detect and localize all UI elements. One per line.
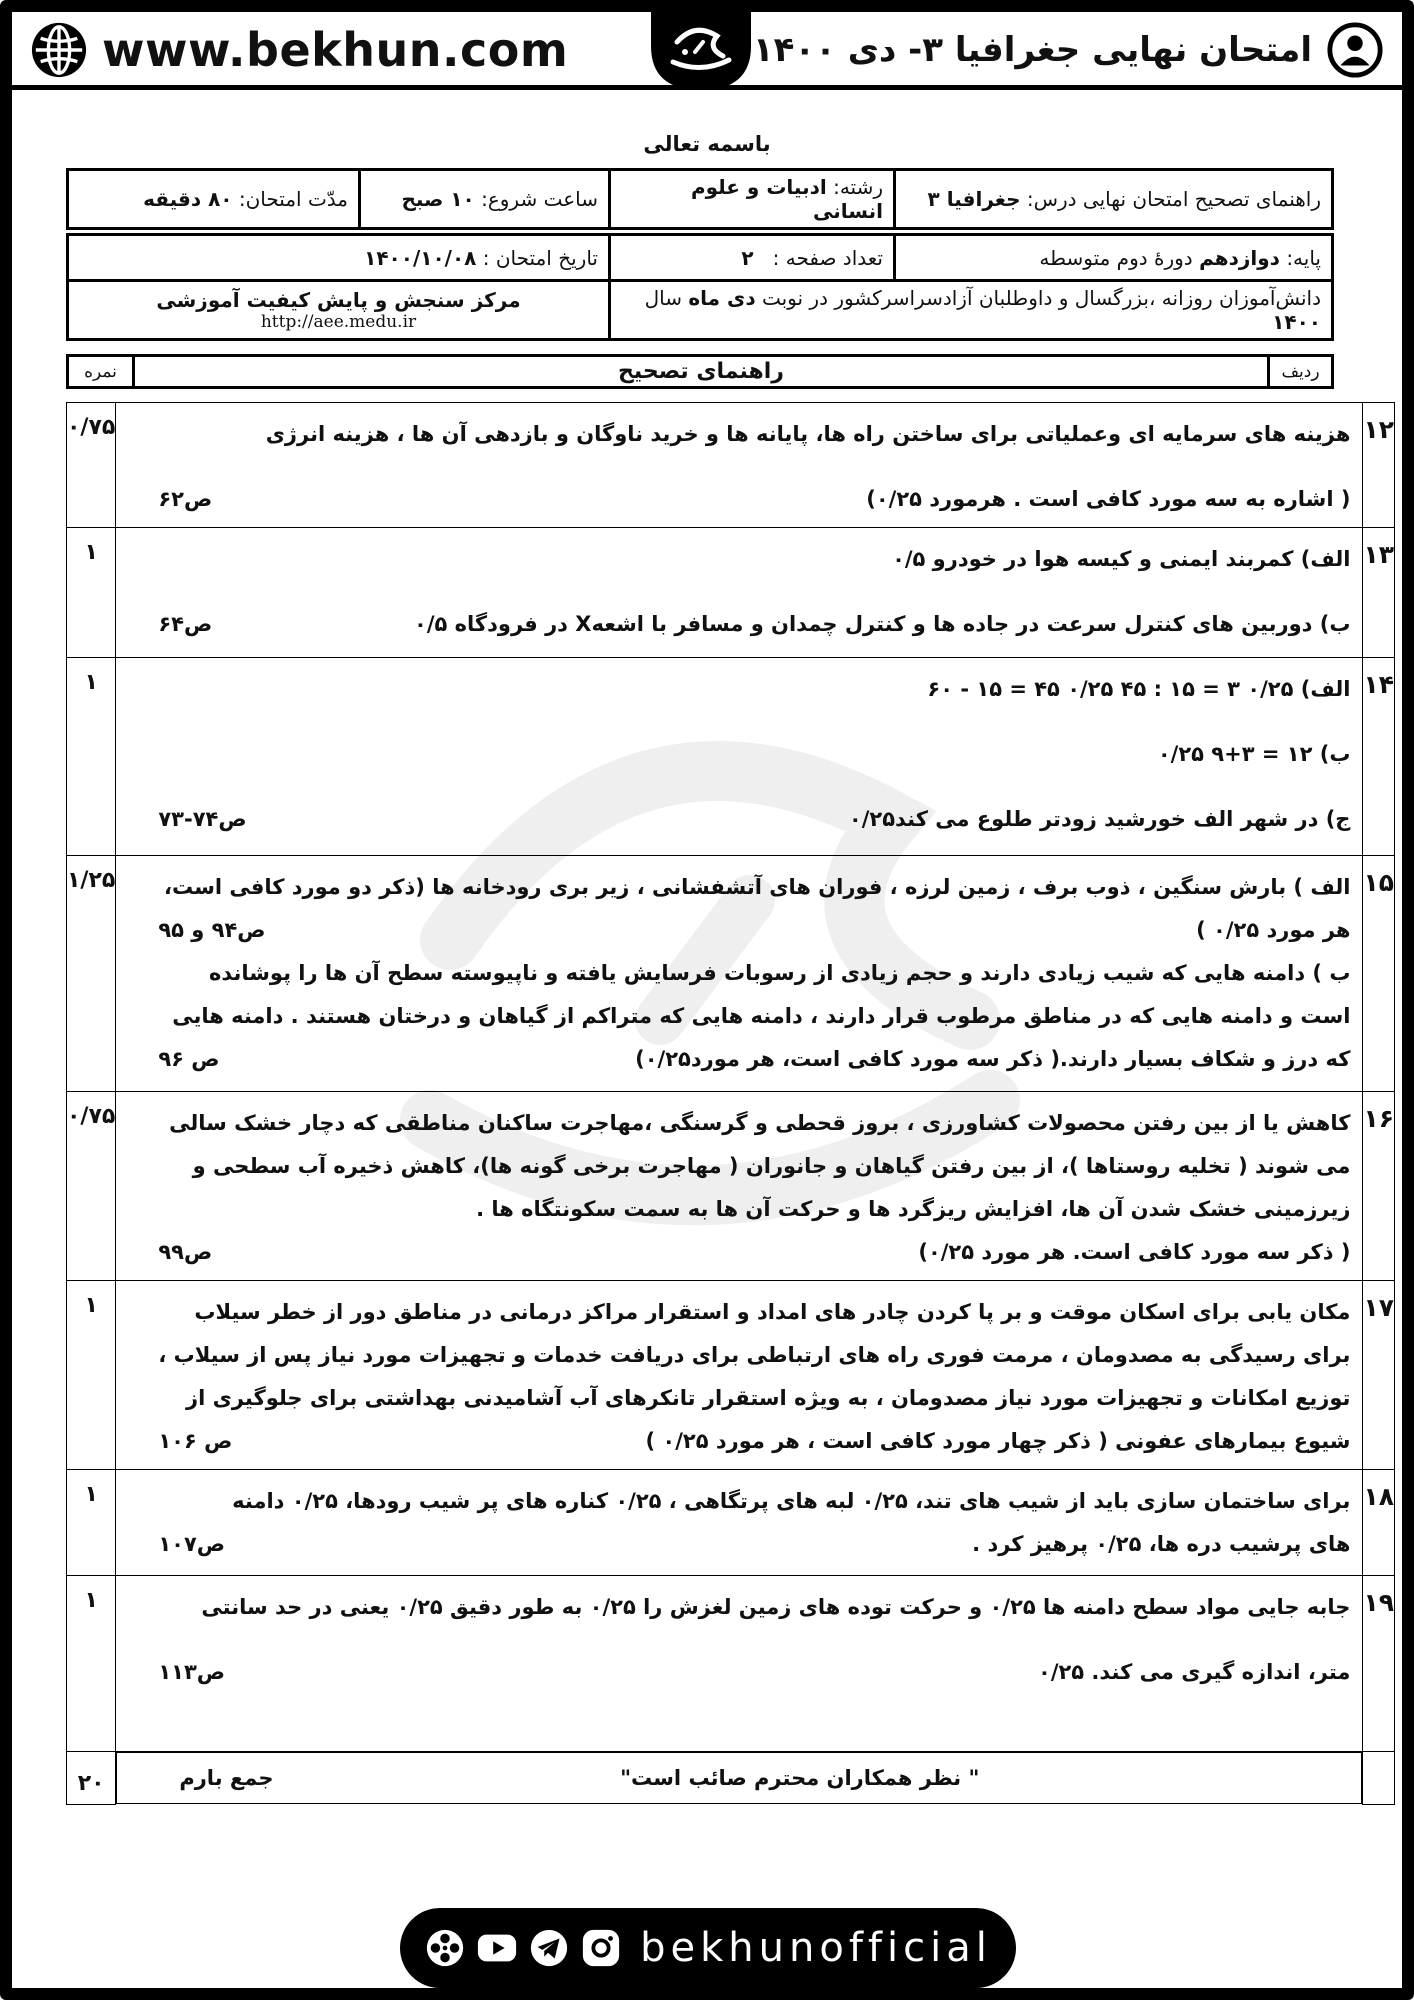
answer-line-text: الف ) بارش سنگین ، ذوب برف ، زمین لرزه ، فوران های آتشفشانی ، زیر بری رودخانه ها (ذکر دو مورد کافی است، (163, 875, 1351, 899)
instagram-icon[interactable] (580, 1927, 622, 1969)
answer-line-text: است و دامنه هایی که در مناطق مرطوب قرار دارند ، دامنه هایی که متراکم از گیاهان و درختان هستند . دامنه هایی (172, 1004, 1351, 1028)
answer-line-text: توزیع امکانات و تجهیزات مورد نیاز مصدومان ، به ویژه استقرار تانکرهای آب آشامیدنی بهداشتی برای جلوگیری از (186, 1386, 1351, 1410)
answer-text (116, 528, 1363, 658)
page-reference: ص۱۱۳ (158, 1660, 226, 1684)
pages-value: ۲ (741, 245, 754, 270)
question-score: ۱ (67, 658, 116, 856)
question-number: ۱۴ (1363, 658, 1395, 856)
answer-line (128, 1038, 1350, 1081)
date-cell (68, 235, 610, 281)
answer-line (128, 603, 1350, 646)
answer-line-text: برای ساختمان سازی باید از شیب های تند، ۰/۲۵ لبه های پرتگاهی ، ۰/۲۵ کناره های پر شیب رودها، ۰/۲۵ دامنه (232, 1489, 1351, 1513)
colleagues-note: " نظر همکاران محترم صائب است" (620, 1765, 980, 1790)
page-reference: ص ۱۰۶ (158, 1429, 233, 1453)
answer-text (116, 1576, 1363, 1752)
exam-info-table (66, 168, 1334, 341)
total-label: جمع بارم (179, 1765, 274, 1790)
page-reference: ص۹۴ و ۹۵ (158, 918, 266, 942)
total-value: ۲۰ (67, 1752, 116, 1805)
page-reference (128, 733, 158, 776)
answer-line (128, 1291, 1350, 1334)
question-number: ۱۵ (1363, 856, 1395, 1092)
center-name: مرکز سنجش و پایش کیفیت آموزشی (156, 288, 521, 312)
page-reference (128, 1334, 158, 1377)
students-year-label: سال (644, 286, 682, 310)
question-number: ۱۲ (1363, 403, 1395, 528)
answer-line-text: برای رسیدگی به مصدومان ، مرمت فوری راه های ارتباطی برای دریافت خدمات و تجهیزات مورد نیاز پس از سیلاب ، (158, 1343, 1351, 1367)
question-number: ۱۶ (1363, 1092, 1395, 1281)
answer-line-text: می شوند ( تخلیه روستاها )، از بین رفتن گیاهان و جانوران ( مهاجرت برخی گونه ها)، کاهش ذخیره آب سطحی و (192, 1154, 1351, 1178)
page-reference: ص۹۹ (158, 1240, 213, 1264)
page-reference: ص۶۴ (158, 612, 213, 636)
course-label: راهنمای تصحیح امتحان نهایی درس: (1026, 187, 1321, 211)
telegram-icon[interactable] (528, 1927, 570, 1969)
course-value: جغرافیا ۳ (927, 187, 1021, 211)
answer-line (128, 1651, 1350, 1694)
answer-line-text: الف) کمربند ایمنی و کیسه هوا در خودرو ۰/۵ (892, 547, 1351, 571)
start-cell (360, 170, 610, 229)
answer-line-text: کاهش یا از بین رفتن محصولات کشاورزی ، بروز قحطی و گرسنگی ،مهاجرت ساکنان مناطقی که دچار خشک سالی (169, 1111, 1351, 1135)
site-link[interactable] (30, 20, 568, 80)
page-reference (128, 1291, 158, 1334)
question-score: ۱ (67, 528, 116, 658)
answer-line-text: جابه جایی مواد سطح دامنه ها ۰/۲۵ و حرکت توده های زمین لغزش را ۰/۲۵ به طور دقیق ۰/۲۵ یعنی در حد سانتی (201, 1595, 1351, 1619)
question-number: ۱۹ (1363, 1576, 1395, 1752)
question-score: ۱ (67, 1281, 116, 1470)
answer-line-text: مکان یابی برای اسکان موقت و بر پا کردن چادر های امداد و استقرار مراکز درمانی در مناطق دور از خطر سیلاب (194, 1300, 1351, 1324)
answer-line-text: الف) ۰/۲۵ ۳ = ۱۵ : ۴۵ ۰/۲۵ ۴۵ = ۱۵ - ۶۰ (927, 677, 1351, 701)
bekhun-logo (637, 12, 765, 92)
youtube-icon[interactable] (476, 1927, 518, 1969)
page-reference (128, 413, 158, 456)
students-cell (610, 281, 1333, 340)
question-number: ۱۷ (1363, 1281, 1395, 1470)
answer-line (128, 1231, 1350, 1274)
answer-text (116, 658, 1363, 856)
page-reference (128, 538, 158, 581)
answer-line (128, 1377, 1350, 1420)
answer-line (128, 1145, 1350, 1188)
answer-line (128, 1334, 1350, 1377)
exam-title (753, 20, 1384, 80)
answer-line (128, 1586, 1350, 1629)
question-row (67, 1470, 1395, 1576)
grade-value: دوازدهم (1199, 245, 1280, 270)
answer-line-text: متر، اندازه گیری می کند. ۰/۲۵ (1038, 1660, 1351, 1684)
question-row (67, 1281, 1395, 1470)
row-header: ردیف (1269, 356, 1333, 388)
answer-line (128, 1188, 1350, 1231)
page-reference (128, 995, 158, 1038)
duration-cell (68, 170, 360, 229)
page-reference: ص۱۰۷ (158, 1532, 226, 1556)
page-reference (128, 1188, 158, 1231)
question-score: ۰/۷۵ (67, 403, 116, 528)
answer-line (128, 952, 1350, 995)
answer-line (128, 478, 1350, 521)
answer-line-text: ب ) دامنه هایی که شیب زیادی دارند و حجم زیادی از رسوبات فرسایش یافته و ناپیوسته سطح آن ها را پوشانده (208, 961, 1351, 985)
question-number: ۱۳ (1363, 528, 1395, 658)
students-text: دانش‌آموزان روزانه ،بزرگسال و داوطلبان آزادسراسرکشور در نوبت (761, 286, 1321, 310)
question-score: ۱/۲۵ (67, 856, 116, 1092)
page-reference (128, 1102, 158, 1145)
page-reference (128, 952, 158, 995)
answer-text (116, 856, 1363, 1092)
students-month: دی ماه (688, 286, 756, 310)
answer-line-text: های پرشیب دره ها، ۰/۲۵ پرهیز کرد . (972, 1532, 1351, 1556)
bismillah: باسمه تعالی (643, 132, 771, 156)
score-header: نمره (68, 356, 134, 388)
answer-line-text: ( ذکر سه مورد کافی است. هر مورد ۰/۲۵) (918, 1240, 1351, 1264)
page-reference (128, 1145, 158, 1188)
field-cell (610, 170, 895, 229)
top-bar (12, 12, 1402, 90)
question-score: ۱ (67, 1576, 116, 1752)
answer-line-text: شیوع بیمارهای عفونی ( ذکر چهار مورد کافی است ، هر مورد ۰/۲۵ ) (645, 1429, 1351, 1453)
page-reference: ص۷۴-۷۳ (158, 807, 247, 831)
answer-line (128, 1480, 1350, 1523)
answer-line (128, 1523, 1350, 1566)
total-body (116, 1752, 1362, 1804)
date-value: ۱۴۰۰/۱۰/۰۸ (364, 245, 477, 270)
pages-cell (610, 235, 895, 281)
field-label: رشته: (833, 175, 883, 199)
answer-text (116, 403, 1363, 528)
pages-label: تعداد صفحه : (772, 245, 883, 270)
answer-line (128, 538, 1350, 581)
answer-line-text: ج) در شهر الف خورشید زودتر طلوع می کند۰/۲۵ (848, 807, 1351, 831)
answer-line-text: ب) ۱۲ = ۳+۹ ۰/۲۵ (1157, 742, 1351, 766)
site-url: www.bekhun.com (102, 23, 569, 77)
question-score: ۰/۷۵ (67, 1092, 116, 1281)
guide-header-table (66, 354, 1334, 389)
question-row (67, 1576, 1395, 1752)
question-score: ۱ (67, 1470, 116, 1576)
answer-line-text: هر مورد ۰/۲۵ ) (1196, 918, 1351, 942)
page-reference (128, 1586, 158, 1629)
user-icon (1326, 21, 1384, 79)
answer-line-text: ب) دوربین های کنترل سرعت در جاده ها و کنترل چمدان و مسافر با اشعهX در فرودگاه ۰/۵ (414, 612, 1351, 636)
start-value: ۱۰ صبح (401, 187, 475, 211)
center-cell (68, 281, 610, 340)
grade-label: پایه: (1286, 245, 1321, 270)
date-label: تاریخ امتحان : (482, 245, 598, 270)
answers-table (66, 402, 1395, 1805)
film-reel-icon[interactable] (424, 1927, 466, 1969)
answer-line (128, 1102, 1350, 1145)
page-reference (128, 1377, 158, 1420)
duration-label: مدّت امتحان: (238, 187, 348, 211)
duration-value: ۸۰ دقیقه (143, 187, 233, 211)
answer-line (128, 1420, 1350, 1463)
answer-line-text: ( اشاره به سه مورد کافی است . هرمورد ۰/۲۵) (866, 487, 1351, 511)
grade-rest: دورهٔ دوم متوسطه (1039, 245, 1193, 270)
answer-line-text: که درز و شکاف بسیار دارند.( ذکر سه مورد کافی است، هر مورد۰/۲۵) (635, 1047, 1351, 1071)
answer-text (116, 1092, 1363, 1281)
answer-line (128, 909, 1350, 952)
students-year: ۱۴۰۰ (1272, 310, 1321, 334)
answer-line (128, 413, 1350, 456)
guide-header: راهنمای تصحیح (134, 356, 1269, 388)
page-reference: ص۶۲ (158, 487, 213, 511)
answer-line (128, 995, 1350, 1038)
answer-line (128, 733, 1350, 776)
answer-line (128, 668, 1350, 711)
question-row (67, 1092, 1395, 1281)
question-row (67, 658, 1395, 856)
question-number: ۱۸ (1363, 1470, 1395, 1576)
page-reference (128, 1480, 158, 1523)
exam-title-text: امتحان نهایی جغرافیا ۳- دی ۱۴۰۰ (752, 30, 1312, 70)
field-value: ادبیات و علوم انسانی (690, 175, 883, 223)
question-row (67, 528, 1395, 658)
start-label: ساعت شروع: (481, 187, 598, 211)
page-reference: ص ۹۶ (158, 1047, 220, 1071)
center-url[interactable]: http://aee.medu.ir (260, 312, 417, 332)
answer-text (116, 1281, 1363, 1470)
globe-icon (30, 21, 88, 79)
answer-line (128, 798, 1350, 841)
answer-text (116, 1470, 1363, 1576)
social-bar (400, 1908, 1016, 1988)
answer-line (128, 866, 1350, 909)
course-cell (895, 170, 1333, 229)
answer-line-text: هزینه های سرمایه ای وعملیاتی برای ساختن راه ها، پایانه ها و خرید ناوگان و بازدهی آن ها ، هزینه انرژی (265, 422, 1351, 446)
grade-cell (895, 235, 1333, 281)
total-row (67, 1752, 1395, 1805)
empty-cell (1363, 1752, 1395, 1805)
page-reference (128, 668, 158, 711)
social-handle[interactable]: bekhunofficial (640, 1925, 992, 1971)
question-row (67, 856, 1395, 1092)
question-row (67, 403, 1395, 528)
answer-line-text: زیرزمینی خشک شدن آن ها، افزایش ریزگرد ها و حرکت آن ها به سمت سکونتگاه ها . (476, 1197, 1351, 1221)
page-reference (128, 866, 158, 909)
